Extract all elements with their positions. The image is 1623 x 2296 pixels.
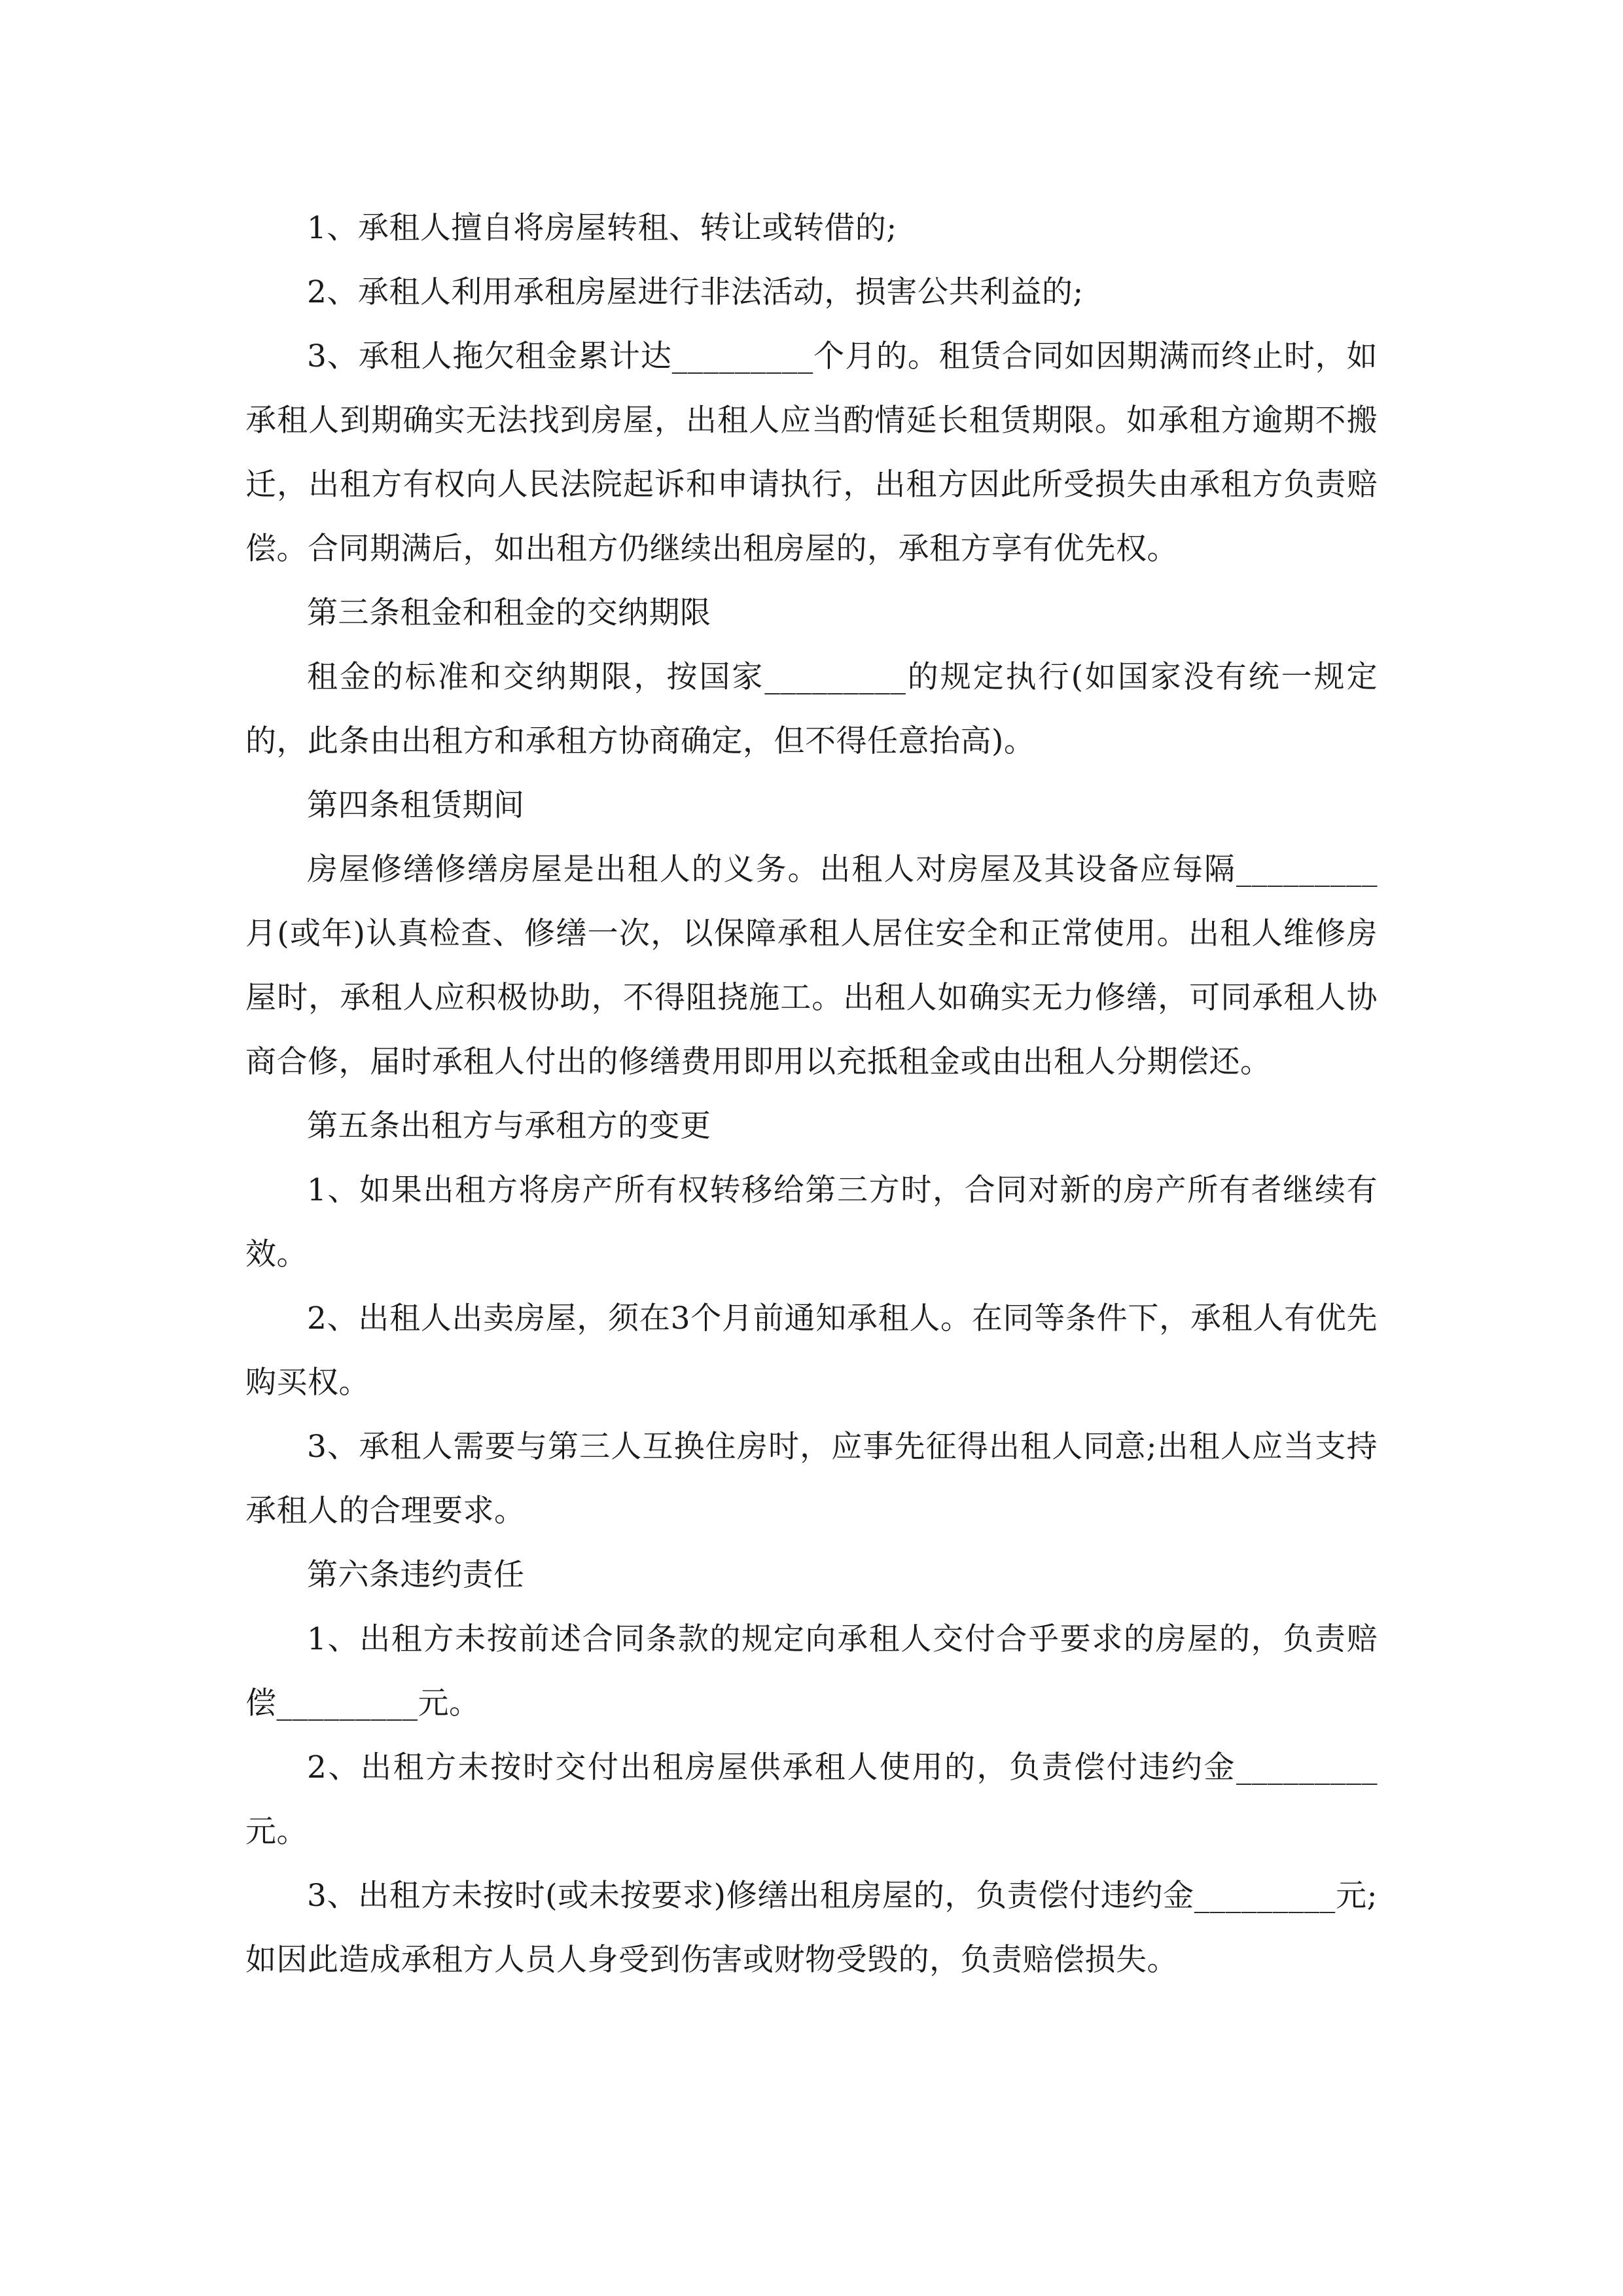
document-body bbox=[245, 196, 1378, 1992]
paragraph-breach-repair: 3、出租方未按时(或未按要求)修缮出租房屋的，负责偿付违约金_________元;如因此造成承租方人员人身受到伤害或财物受毁的，负责赔偿损失。 bbox=[245, 1878, 1378, 1978]
heading-article-6: 第六条违约责任 bbox=[307, 1557, 525, 1593]
heading-article-5: 第五条出租方与承租方的变更 bbox=[307, 1108, 711, 1144]
paragraph-rent-standard: 租金的标准和交纳期限，按国家_________的规定执行(如国家没有统一规定的，此条由出租方和承租方协商确定，但不得任意抬高)。 bbox=[245, 659, 1378, 759]
paragraph-sale-notice: 2、出租人出卖房屋，须在3个月前通知承租人。在同等条件下，承租人有优先购买权。 bbox=[245, 1300, 1378, 1401]
paragraph-housing-exchange: 3、承租人需要与第三人互换住房时，应事先征得出租人同意;出租人应当支持承租人的合理要求。 bbox=[245, 1429, 1378, 1529]
paragraph-ownership-transfer: 1、如果出租方将房产所有权转移给第三方时，合同对新的房产所有者继续有效。 bbox=[245, 1172, 1378, 1272]
heading-article-3: 第三条租金和租金的交纳期限 bbox=[307, 595, 711, 631]
paragraph-repair-duty: 房屋修缮修缮房屋是出租人的义务。出租人对房屋及其设备应每隔_________月(或年)认真检查、修缮一次，以保障承租人居住安全和正常使用。出租人维修房屋时，承租人应积极协助，不得阻挠施工。出租人如确实无力修缮，可同承租人协商合修，届时承租人付出的修缮费用即用以充抵租金或由出租人分期偿还。 bbox=[245, 852, 1378, 1080]
paragraph-breach-delivery: 1、出租方未按前述合同条款的规定向承租人交付合乎要求的房屋的，负责赔偿_________元。 bbox=[245, 1621, 1378, 1721]
paragraph-sublet-clause: 1、承租人擅自将房屋转租、转让或转借的; bbox=[307, 210, 897, 246]
heading-article-4: 第四条租赁期间 bbox=[307, 787, 525, 823]
paragraph-illegal-activity-clause: 2、承租人利用承租房屋进行非法活动，损害公共利益的; bbox=[307, 274, 1084, 310]
paragraph-rent-arrears-clause: 3、承租人拖欠租金累计达_________个月的。租赁合同如因期满而终止时，如承租人到期确实无法找到房屋，出租人应当酌情延长租赁期限。如承租方逾期不搬迁，出租方有权向人民法院起诉和申请执行，出租方因此所受损失由承租方负责赔偿。合同期满后，如出租方仍继续出租房屋的，承租方享有优先权。 bbox=[245, 338, 1378, 567]
paragraph-breach-late-delivery: 2、出租方未按时交付出租房屋供承租人使用的，负责偿付违约金_________元。 bbox=[245, 1749, 1378, 1850]
